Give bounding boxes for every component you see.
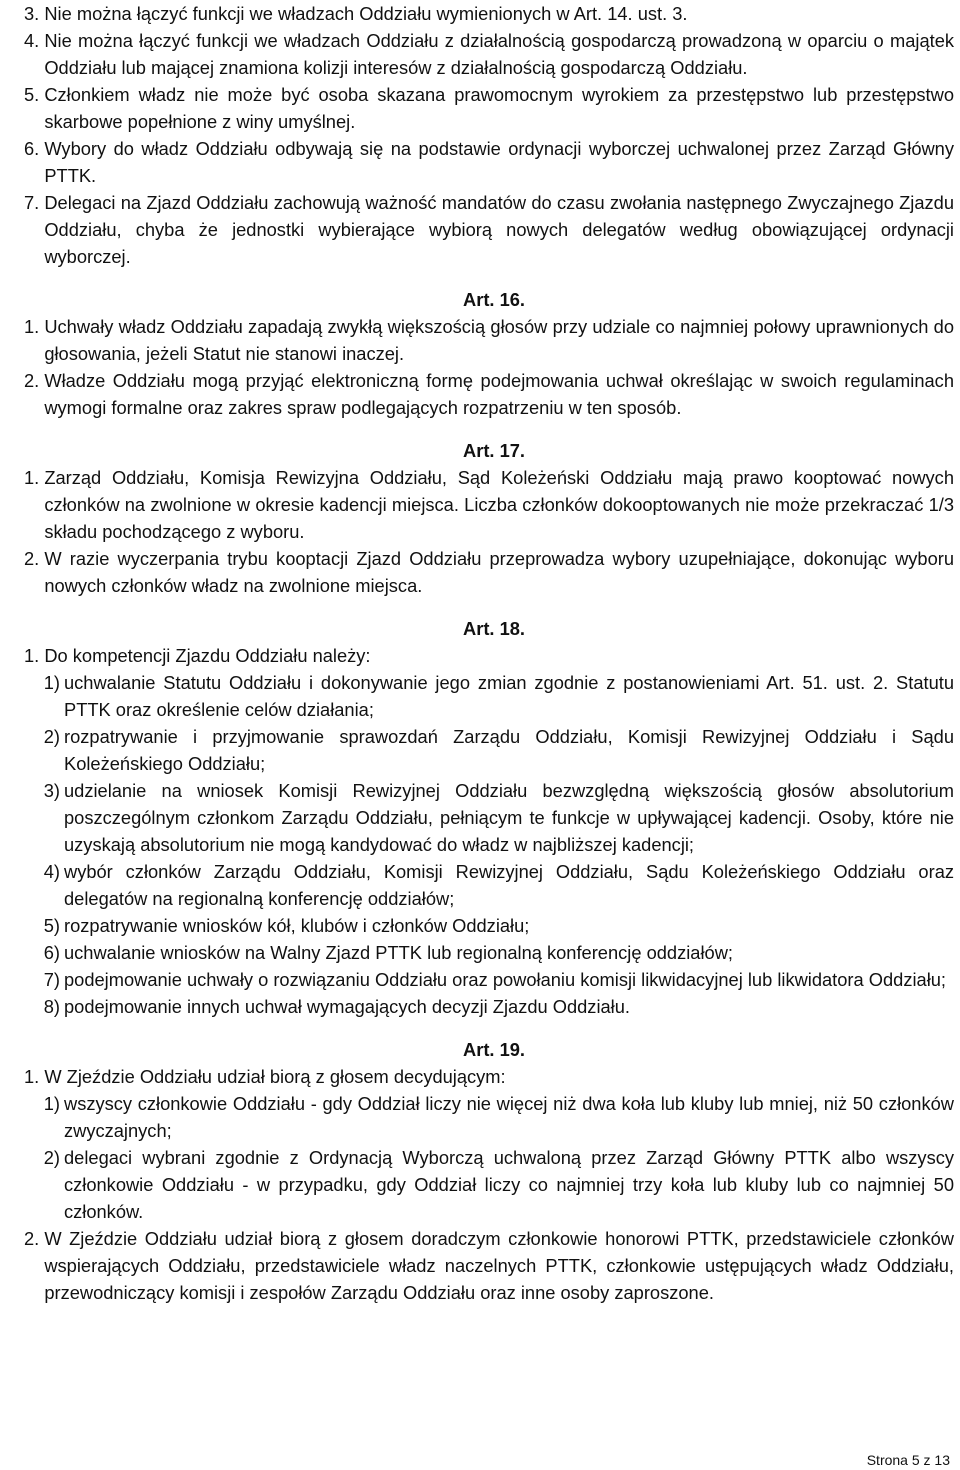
item-number: 5. [24,84,45,105]
item-text: Władze Oddziału mogą przyjąć elektroniczną formę podejmowania uchwał określając w swoich regulaminach wymogi formalne oraz zakres spraw podlegających rozpatrzeniu w ten sposób. [44,370,954,418]
page-number: Strona 5 z 13 [866,1452,950,1468]
sub-item-text: udzielanie na wniosek Komisji Rewizyjnej Oddziału bezwzględną większością głosów absolutorium poszczególnym członkom Zarządu Oddziału, pełniącym te funkcje w upływającej kadencji. Osoby, które nie uzyskają absolutorium nie mogą kandydować do władz w najbliższej kadencji; [64,780,954,855]
item-text: Nie można łączyć funkcji we władzach Oddziału z działalnością gospodarczą prowadzoną w oparciu o majątek Oddziału lub mającej znamiona kolizji interesów z działalnością gospodarczą Oddziału. [44,30,954,78]
sub-item-number: 6) [43,942,60,963]
list-item [24,367,954,421]
sub-list-item [24,777,954,858]
sub-list-item [24,723,954,777]
sub-item-number: 7) [43,969,60,990]
item-number: 6. [24,138,45,159]
item-number: 2. [24,1228,45,1249]
item-number: 7. [24,192,45,213]
list-item [24,135,954,189]
sub-item-text: podejmowanie uchwały o rozwiązaniu Oddziału oraz powołaniu komisji likwidacyjnej lub likwidatora Oddziału; [64,969,946,990]
list-item [24,189,954,270]
sub-item-number: 2) [43,1147,60,1168]
item-text: Delegaci na Zjazd Oddziału zachowują ważność mandatów do czasu zwołania następnego Zwyczajnego Zjazdu Oddziału, chyba że jednostki wybierające wybiorą nowych delegatów według obowiązującej ordynacji wyborczej. [44,192,954,267]
item-text: W Zjeździe Oddziału udział biorą z głosem decydującym: [44,1066,506,1087]
sub-list-item [24,939,954,966]
item-text: Wybory do władz Oddziału odbywają się na podstawie ordynacji wyborczej uchwalonej przez Zarząd Główny PTTK. [44,138,954,186]
sub-list-item [24,1144,954,1225]
document-body [24,0,954,1306]
sub-item-number: 1) [43,672,60,693]
sub-list-item [24,669,954,723]
item-number: 4. [24,30,45,51]
item-number: 2. [24,370,45,391]
sub-item-text: uchwalanie Statutu Oddziału i dokonywanie jego zmian zgodnie z postanowieniami Art. 51. ust. 2. Statutu PTTK oraz określenie celów działania; [64,672,954,720]
article-heading-19: Art. 19. [463,1039,525,1060]
item-number: 1. [24,645,45,666]
item-number: 1. [24,467,45,488]
sub-item-text: wybór członków Zarządu Oddziału, Komisji Rewizyjnej Oddziału, Sądu Koleżeńskiego Oddziału oraz delegatów na regionalną konferencję oddziałów; [64,861,954,909]
sub-list-item [24,966,954,993]
list-item [24,1225,954,1306]
item-number: 3. [24,3,45,24]
sub-item-number: 5) [43,915,60,936]
item-number: 2. [24,548,45,569]
article-heading-18: Art. 18. [463,618,525,639]
item-text: W razie wyczerpania trybu kooptacji Zjazd Oddziału przeprowadza wybory uzupełniające, dokonując wyboru nowych członków władz na zwolnione miejsca. [44,548,954,596]
sub-item-number: 8) [43,996,60,1017]
list-item [24,81,954,135]
item-text: Zarząd Oddziału, Komisja Rewizyjna Oddziału, Sąd Koleżeński Oddziału mają prawo kooptować nowych członków na zwolnione w okresie kadencji miejsca. Liczba członków dokooptowanych nie może przekraczać 1/3 składu pochodzącego z wyboru. [44,467,954,542]
sub-item-text: delegaci wybrani zgodnie z Ordynacją Wyborczą uchwaloną przez Zarząd Główny PTTK albo wszyscy członkowie Oddziału - w przypadku, gdy Oddział liczy co najmniej trzy koła lub kluby lub co najmniej 50 członków. [64,1147,954,1222]
list-item [24,0,954,27]
sub-item-text: uchwalanie wniosków na Walny Zjazd PTTK lub regionalną konferencję oddziałów; [64,942,733,963]
sub-list-item [24,993,954,1020]
item-text: Uchwały władz Oddziału zapadają zwykłą większością głosów przy udziale co najmniej połowy uprawnionych do głosowania, jeżeli Statut nie stanowi inaczej. [44,316,954,364]
sub-item-number: 1) [43,1093,60,1114]
item-number: 1. [24,316,45,337]
sub-item-number: 4) [43,861,60,882]
sub-item-text: podejmowanie innych uchwał wymagających decyzji Zjazdu Oddziału. [64,996,630,1017]
sub-list-item [24,858,954,912]
article-heading-16: Art. 16. [463,289,525,310]
item-text: Nie można łączyć funkcji we władzach Oddziału wymienionych w Art. 14. ust. 3. [44,3,688,24]
item-text: Do kompetencji Zjazdu Oddziału należy: [44,645,371,666]
item-text: Członkiem władz nie może być osoba skazana prawomocnym wyrokiem za przestępstwo lub przestępstwo skarbowe popełnione z winy umyślnej. [44,84,954,132]
item-text: W Zjeździe Oddziału udział biorą z głosem doradczym członkowie honorowi PTTK, przedstawiciele członków wspierających Oddziału, przedstawiciele władz naczelnych PTTK, członkowie ustępujących władz Oddziału, przewodniczący komisji i zespołów Zarządu Oddziału oraz inne osoby zaproszone. [44,1228,954,1303]
sub-list-item [24,1090,954,1144]
sub-item-number: 2) [43,726,60,747]
list-item [24,27,954,81]
sub-item-text: wszyscy członkowie Oddziału - gdy Oddział liczy nie więcej niż dwa koła lub kluby lub mniej, niż 50 członków zwyczajnych; [64,1093,954,1141]
sub-item-number: 3) [43,780,60,801]
sub-list-item [24,912,954,939]
list-item [24,642,954,669]
sub-item-text: rozpatrywanie i przyjmowanie sprawozdań Zarządu Oddziału, Komisji Rewizyjnej Oddziału i Sądu Koleżeńskiego Oddziału; [64,726,954,774]
sub-item-text: rozpatrywanie wniosków kół, klubów i członków Oddziału; [64,915,530,936]
article-heading-17: Art. 17. [463,440,525,461]
item-number: 1. [24,1066,45,1087]
list-item [24,464,954,545]
list-item [24,313,954,367]
list-item [24,545,954,599]
list-item [24,1063,954,1090]
